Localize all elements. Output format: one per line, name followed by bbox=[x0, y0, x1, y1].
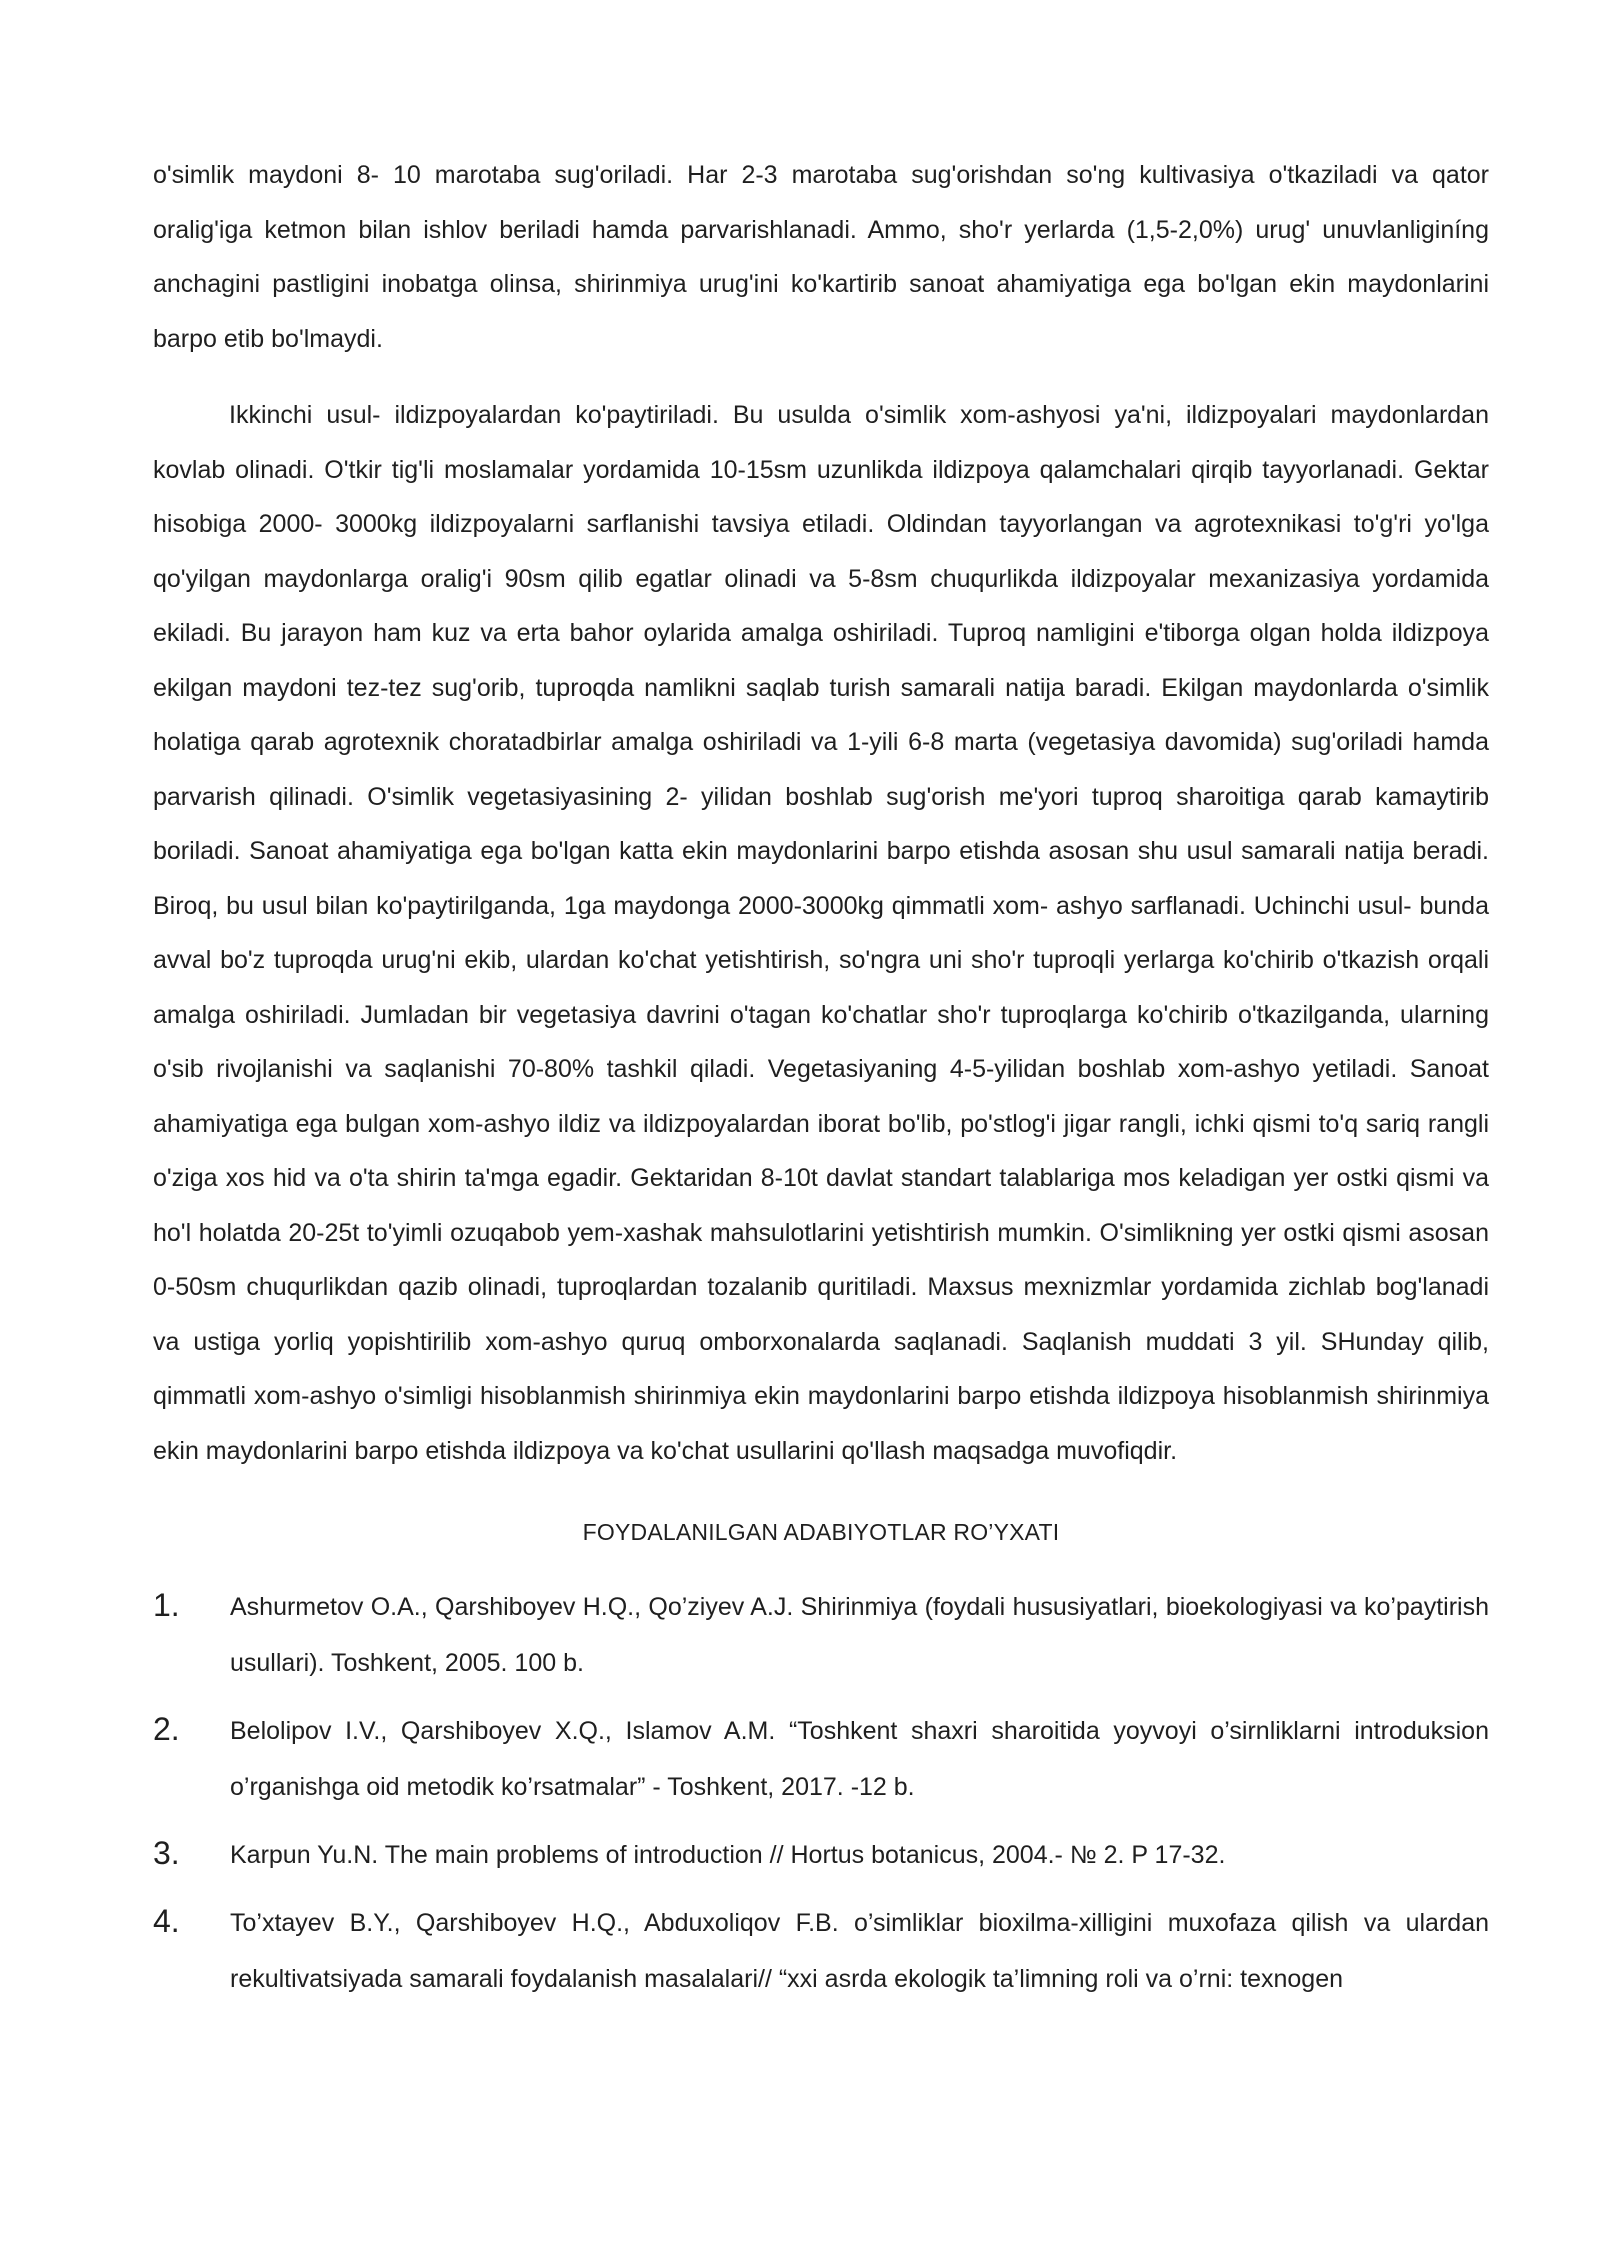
reference-item bbox=[153, 1703, 1489, 1815]
references-list bbox=[153, 1579, 1489, 2007]
reference-number: 1. bbox=[153, 1587, 180, 1623]
references-heading: FOYDALANILGAN ADABIYOTLAR RO’YXATI bbox=[582, 1519, 1060, 1545]
reference-item bbox=[153, 1895, 1489, 2007]
document-page bbox=[153, 148, 1489, 2019]
reference-number: 2. bbox=[153, 1711, 180, 1747]
reference-text: Ashurmetov O.A., Qarshiboyev H.Q., Qo’ziyev A.J. Shirinmiya (foydali hususiyatlari, bioekologiyasi va ko’paytirish usullari). Toshkent, 2005. 100 b. bbox=[230, 1593, 1489, 1677]
reference-number: 3. bbox=[153, 1835, 180, 1871]
reference-text: To’xtayev B.Y., Qarshiboyev H.Q., Abduxoliqov F.B. o’simliklar bioxilma-xilligini muxofaza qilish va ulardan rekultivatsiyada samarali foydalanish masalalari// “xxi asrda ekologik ta’limning roli va o’rni: texnogen bbox=[230, 1909, 1489, 1993]
reference-item bbox=[153, 1827, 1489, 1883]
reference-item bbox=[153, 1579, 1489, 1691]
body-paragraph-1: o'simlik maydoni 8- 10 marotaba sug'oriladi. Har 2-3 marotaba sug'orishdan so'ng kultivasiya o'tkaziladi va qator oralig'iga ketmon bilan ishlov beriladi hamda parvarishlanadi. Ammo, sho'r yerlarda (1,5-2,0%) urug' unuvlanliginíng anchagini pastligini inobatga olinsa, shirinmiya urug'ini ko'kartirib sanoat ahamiyatiga ega bo'lgan ekin maydonlarini barpo etib bo'lmaydi. bbox=[153, 161, 1489, 353]
reference-text: Belolipov I.V., Qarshiboyev X.Q., Islamov A.M. “Toshkent shaxri sharoitida yoyvoyi o’sirnliklarni introduksion o’rganishga oid metodik ko’rsatmalar” - Toshkent, 2017. -12 b. bbox=[230, 1717, 1489, 1801]
body-paragraph-2: Ikkinchi usul- ildizpoyalardan ko'paytiriladi. Bu usulda o'simlik xom-ashyosi ya'ni, ildizpoyalari maydonlardan kovlab olinadi. O'tkir tig'li moslamalar yordamida 10-15sm uzunlikda ildizpoya qalamchalari qirqib tayyorlanadi. Gektar hisobiga 2000- 3000kg ildizpoyalarni sarflanishi tavsiya etiladi. Oldindan tayyorlangan va agrotexnikasi to'g'ri yo'lga qo'yilgan maydonlarga oralig'i 90sm qilib egatlar olinadi va 5-8sm chuqurlikda ildizpoyalar mexanizasiya yordamida ekiladi. Bu jarayon ham kuz va erta bahor oylarida amalga oshiriladi. Tuproq namligini e'tiborga olgan holda ildizpoya ekilgan maydoni tez-tez sug'orib, tuproqda namlikni saqlab turish samarali natija baradi. Ekilgan maydonlarda o'simlik holatiga qarab agrotexnik choratadbirlar amalga oshiriladi va 1-yili 6-8 marta (vegetasiya davomida) sug'oriladi hamda parvarish qilinadi. O'simlik vegetasiyasining 2- yilidan boshlab sug'orish me'yori tuproq sharoitiga qarab kamaytirib boriladi. Sanoat ahamiyatiga ega bo'lgan katta ekin maydonlarini barpo etishda asosan shu usul samarali natija beradi. Biroq, bu usul bilan ko'paytirilganda, 1ga maydonga 2000-3000kg qimmatli xom- ashyo sarflanadi. Uchinchi usul- bunda avval bo'z tuproqda urug'ni ekib, ulardan ko'chat yetishtirish, so'ngra uni sho'r tuproqli yerlarga ko'chirib o'tkazish orqali amalga oshiriladi. Jumladan bir vegetasiya davrini o'tagan ko'chatlar sho'r tuproqlarga ko'chirib o'tkazilganda, ularning o'sib rivojlanishi va saqlanishi 70-80% tashkil qiladi. Vegetasiyaning 4-5-yilidan boshlab xom-ashyo yetiladi. Sanoat ahamiyatiga ega bulgan xom-ashyo ildiz va ildizpoyalardan iborat bo'lib, po'stlog'i jigar rangli, ichki qismi to'q sariq rangli o'ziga xos hid va o'ta shirin ta'mga egadir. Gektaridan 8-10t davlat standart talablariga mos keladigan yer ostki qismi va ho'l holatda 20-25t to'yimli ozuqabob yem-xashak mahsulotlarini yetishtirish mumkin. O'simlikning yer ostki qismi asosan 0-50sm chuqurlikdan qazib olinadi, tuproqlardan tozalanib quritiladi. Maxsus mexnizmlar yordamida zichlab bog'lanadi va ustiga yorliq yopishtirilib xom-ashyo quruq omborxonalarda saqlanadi. Saqlanish muddati 3 yil. SHunday qilib, qimmatli xom-ashyo o'simligi hisoblanmish shirinmiya ekin maydonlarini barpo etishda ildizpoya hisoblanmish shirinmiya ekin maydonlarini barpo etishda ildizpoya va ko'chat usullarini qo'llash maqsadga muvofiqdir. bbox=[153, 401, 1489, 1465]
reference-text: Karpun Yu.N. The main problems of introduction // Hortus botanicus, 2004.- № 2. P 17-32. bbox=[230, 1841, 1226, 1869]
reference-number: 4. bbox=[153, 1903, 180, 1939]
